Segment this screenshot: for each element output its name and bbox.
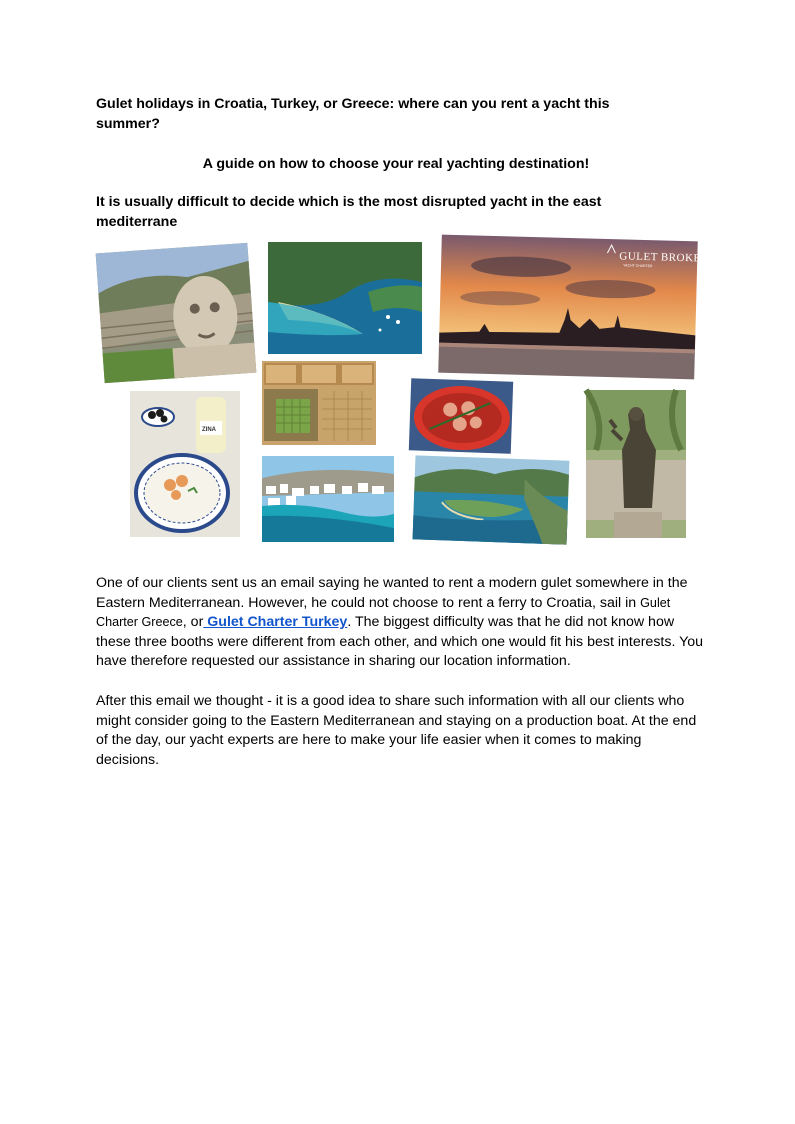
paragraph-client-request bbox=[96, 574, 706, 672]
gulet-charter-turkey-link[interactable]: Gulet Charter Turkey bbox=[203, 614, 348, 630]
photo-red-dish bbox=[409, 378, 513, 454]
document-title: Gulet holidays in Croatia, Turkey, or Greece: where can you rent a yacht this summer? bbox=[96, 96, 610, 132]
document-subtitle: A guide on how to choose your real yachting destination! bbox=[202, 156, 590, 172]
paragraph1-part3: . The biggest difficulty was that he did not know how these three booths were different from each other, and which one would fit his best interests. You have therefore requested our assistance in sharing our location information. bbox=[96, 614, 704, 669]
photo-greek-food bbox=[130, 391, 240, 537]
gulet-charter-greece-text: Gulet Charter Greece bbox=[96, 595, 671, 629]
wine-label: ZINA bbox=[202, 427, 216, 433]
paragraph1-part2: , or bbox=[182, 614, 204, 630]
photo-greek-town bbox=[262, 456, 394, 542]
gulet-broker-logo: GULET BROKER bbox=[619, 250, 709, 265]
photo-istanbul-sunset bbox=[438, 235, 709, 380]
intro-heading: It is usually difficult to decide which is the most disrupted yacht in the east mediterrane bbox=[96, 194, 602, 230]
photo-saint-statue bbox=[586, 390, 686, 538]
gulet-broker-logo-sub: YACHT CHARTER bbox=[623, 263, 653, 269]
photo-blue-lagoon bbox=[413, 455, 570, 544]
photo-aerial-beach bbox=[268, 242, 422, 354]
photo-ancient-theater bbox=[96, 243, 257, 383]
paragraph-share-info: After this email we thought - it is a good idea to share such information with all our clients who might consider going to the Eastern Mediterranean and staying on a production boat. At the end of the day, our yacht experts are here to make your life easier when it comes to making decisions. bbox=[96, 693, 697, 768]
photo-baklava-trays bbox=[262, 361, 376, 445]
paragraph1-part1: One of our clients sent us an email saying he wanted to rent a modern gulet somewhere in the Eastern Mediterranean. However, he could not choose to rent a ferry to Croatia, sail in bbox=[96, 575, 688, 611]
